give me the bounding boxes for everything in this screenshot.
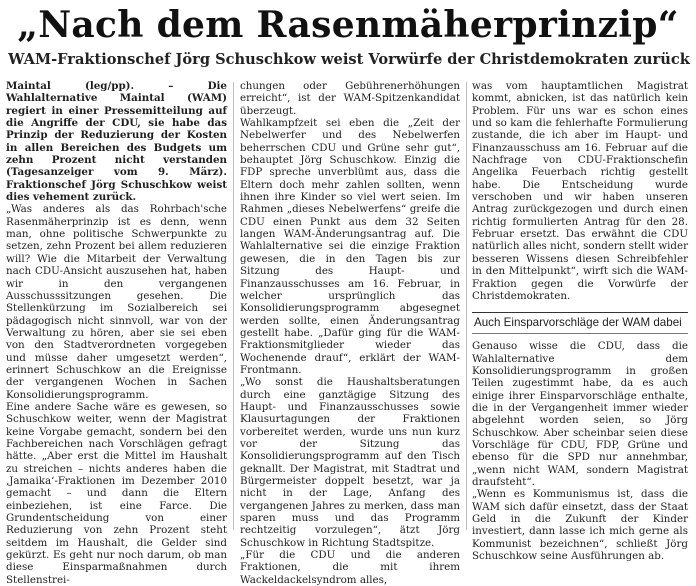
body-paragraph: „Was anderes als das Rohrbach'sche Rasenmäherprinzip ist es denn, wenn man, ohne politische Schwerpunkte zu setzen, zehn Prozent bei allem reduzieren will? Wie die Mitarbeit der Verwaltung nach CDU-Ansicht auszusehen hat, haben wir in den vergangenen Ausschusssitzungen gesehen. Die Stellenkürzung im Sozialbereich sei pädagogisch nicht sinnvoll, war von der Verwaltung zu hören, aber sie sei eben von den Stadtverordneten vorgegeben und müsse daher umgesetzt werden“, erinnert Schuschkow an die Ereignisse der vergangenen Wochen in Sachen Konsolidierungsprogramm. (6, 203, 227, 401)
article-column-1 (6, 80, 227, 586)
section-subheading: Auch Einsparvorschläge der WAM dabei (472, 312, 688, 334)
body-paragraph: Genauso wisse die CDU, dass die Wahlalternative dem Konsolidierungsprogramm in großen Teilen zugestimmt habe, da es auch einige ihrer Einsparvorschläge enthalte, die in der Vergangenheit immer wieder abgelehnt worden seien, so Jörg Schuschkow. Aber scheinbar seien diese Vorschläge für CDU, FDP, Grüne und ebenso für die SPD nur annehmbar, „wenn nicht WAM, sondern Magistrat draufsteht“. (472, 340, 688, 488)
body-paragraph: „Wenn es Kommunismus ist, dass die WAM sich dafür einsetzt, dass der Staat Geld in die Zukunft der Kinder investiert, dann lasse ich mich gerne als Kommunist bezeichnen“, schließt Jörg Schuschkow seine Ausführungen ab. (472, 488, 688, 563)
body-paragraph: was vom hauptamtlichen Magistrat kommt, abnicken, ist das natürlich kein Problem. Für uns war es schon eines und so kam die fehlerhafte Formulierung zustande, die ich aber im Haupt- und Finanzausschuss am 16. Februar auf die Nachfrage von CDU-Fraktionschefin Angelika Feuerbach richtig gestellt habe. Die Entscheidung wurde verschoben und wir haben unseren Antrag zurückgezogen und durch einen richtig formulierten Antrag für den 28. Februar ersetzt. Das erwähnt die CDU natürlich alles nicht, sondern stellt wider besseren Wissens diesen Schreibfehler in den Mittelpunkt“, wirft sich die WAM-Fraktion gegen die Vorwürfe der Christdemokraten. (472, 80, 688, 302)
page-title: „Nach dem Rasenmäherprinzip“ (17, 4, 679, 46)
article-column-2 (240, 80, 460, 586)
article-column-3 (472, 80, 688, 562)
body-paragraph: „Wo sonst die Haushaltsberatungen durch eine ganztägige Sitzung des Haupt- und Finanzausschusses sowie Klausurtagungen der Fraktionen vorbereitet werden, wurde uns nun kurz vor der Sitzung das Konsolidierungsprogramm auf den Tisch geknallt. Der Magistrat, mit Stadtrat und Bürgermeister doppelt besetzt, war ja nicht in der Lage, Anfang des vergangenen Jahres zu merken, dass man sparen muss und das Programm rechtzeitig vorzulegen“, ätzt Jörg Schuschkow in Richtung Stadtspitze. (240, 376, 460, 549)
body-paragraph: Eine andere Sache wäre es gewesen, so Schuschkow weiter, wenn der Magistrat keine Vorgabe gemacht, sondern bei den Fachbereichen nach Vorschlägen gefragt hätte. „Aber erst die Mittel im Haushalt zu streichen – nichts anderes haben die ‚Jamaika‘-Fraktionen im Dezember 2010 gemacht – und dann die Eltern einbeziehen, ist eine Farce. Die Grundentscheidung von einer Reduzierung von zehn Prozent steht seitdem im Haushalt, die Gelder sind gekürzt. Es geht nur noch darum, ob man diese Einsparmaßnahmen durch Stellenstrei- (6, 400, 227, 586)
subheadline: WAM-Fraktionschef Jörg Schuschkow weist Vorwürfe der Christdemokraten zurück (8, 51, 690, 68)
body-paragraph: chungen oder Gebührenerhöhungen erreicht“, ist der WAM-Spitzenkandidat überzeugt. (240, 80, 460, 117)
body-paragraph: Wahlkampfzeit sei eben die „Zeit der Nebelwerfer und des Nebelwerfen beherrschen CDU und Grüne sehr gut“, behauptet Jörg Schuschkow. Einzig die FDP spreche unverblümt aus, dass die Eltern doch mehr zahlen sollten, wenn ihnen ihre Kinder so viel wert seien. Im Rahmen „dieses Nebelwerfens“ greife die CDU einen Punkt aus dem 32 Seiten langen WAM-Änderungsantrag auf. Die Wahlalternative sei die einzige Fraktion gewesen, die in den Tagen bis zur Sitzung des Haupt- und Finanzausschusses am 16. Februar, in welcher ursprünglich das Konsolidierungsprogramm abgesegnet werden sollte, einen Änderungsantrag gestellt habe. „Dafür ging für die WAM-Fraktionsmitglieder wieder das Wochenende drauf“, erklärt der WAM-Frontmann. (240, 117, 460, 376)
lead-paragraph: Maintal (leg/pp). – Die Wahlalternative Maintal (WAM) regiert in einer Pressemitteilung auf die Angriffe der CDU, sie habe das Prinzip der Reduzierung der Kosten in allen Bereichen des Budgets um zehn Prozent nicht verstanden (Tagesanzeiger vom 9. März). Fraktionschef Jörg Schuschkow weist dies vehement zurück. (6, 80, 227, 204)
column-divider (466, 82, 467, 530)
body-paragraph: „Für die CDU und die anderen Fraktionen, die mit ihrem Wackeldackelsyndrom alles, (240, 549, 460, 586)
column-divider (233, 82, 234, 530)
